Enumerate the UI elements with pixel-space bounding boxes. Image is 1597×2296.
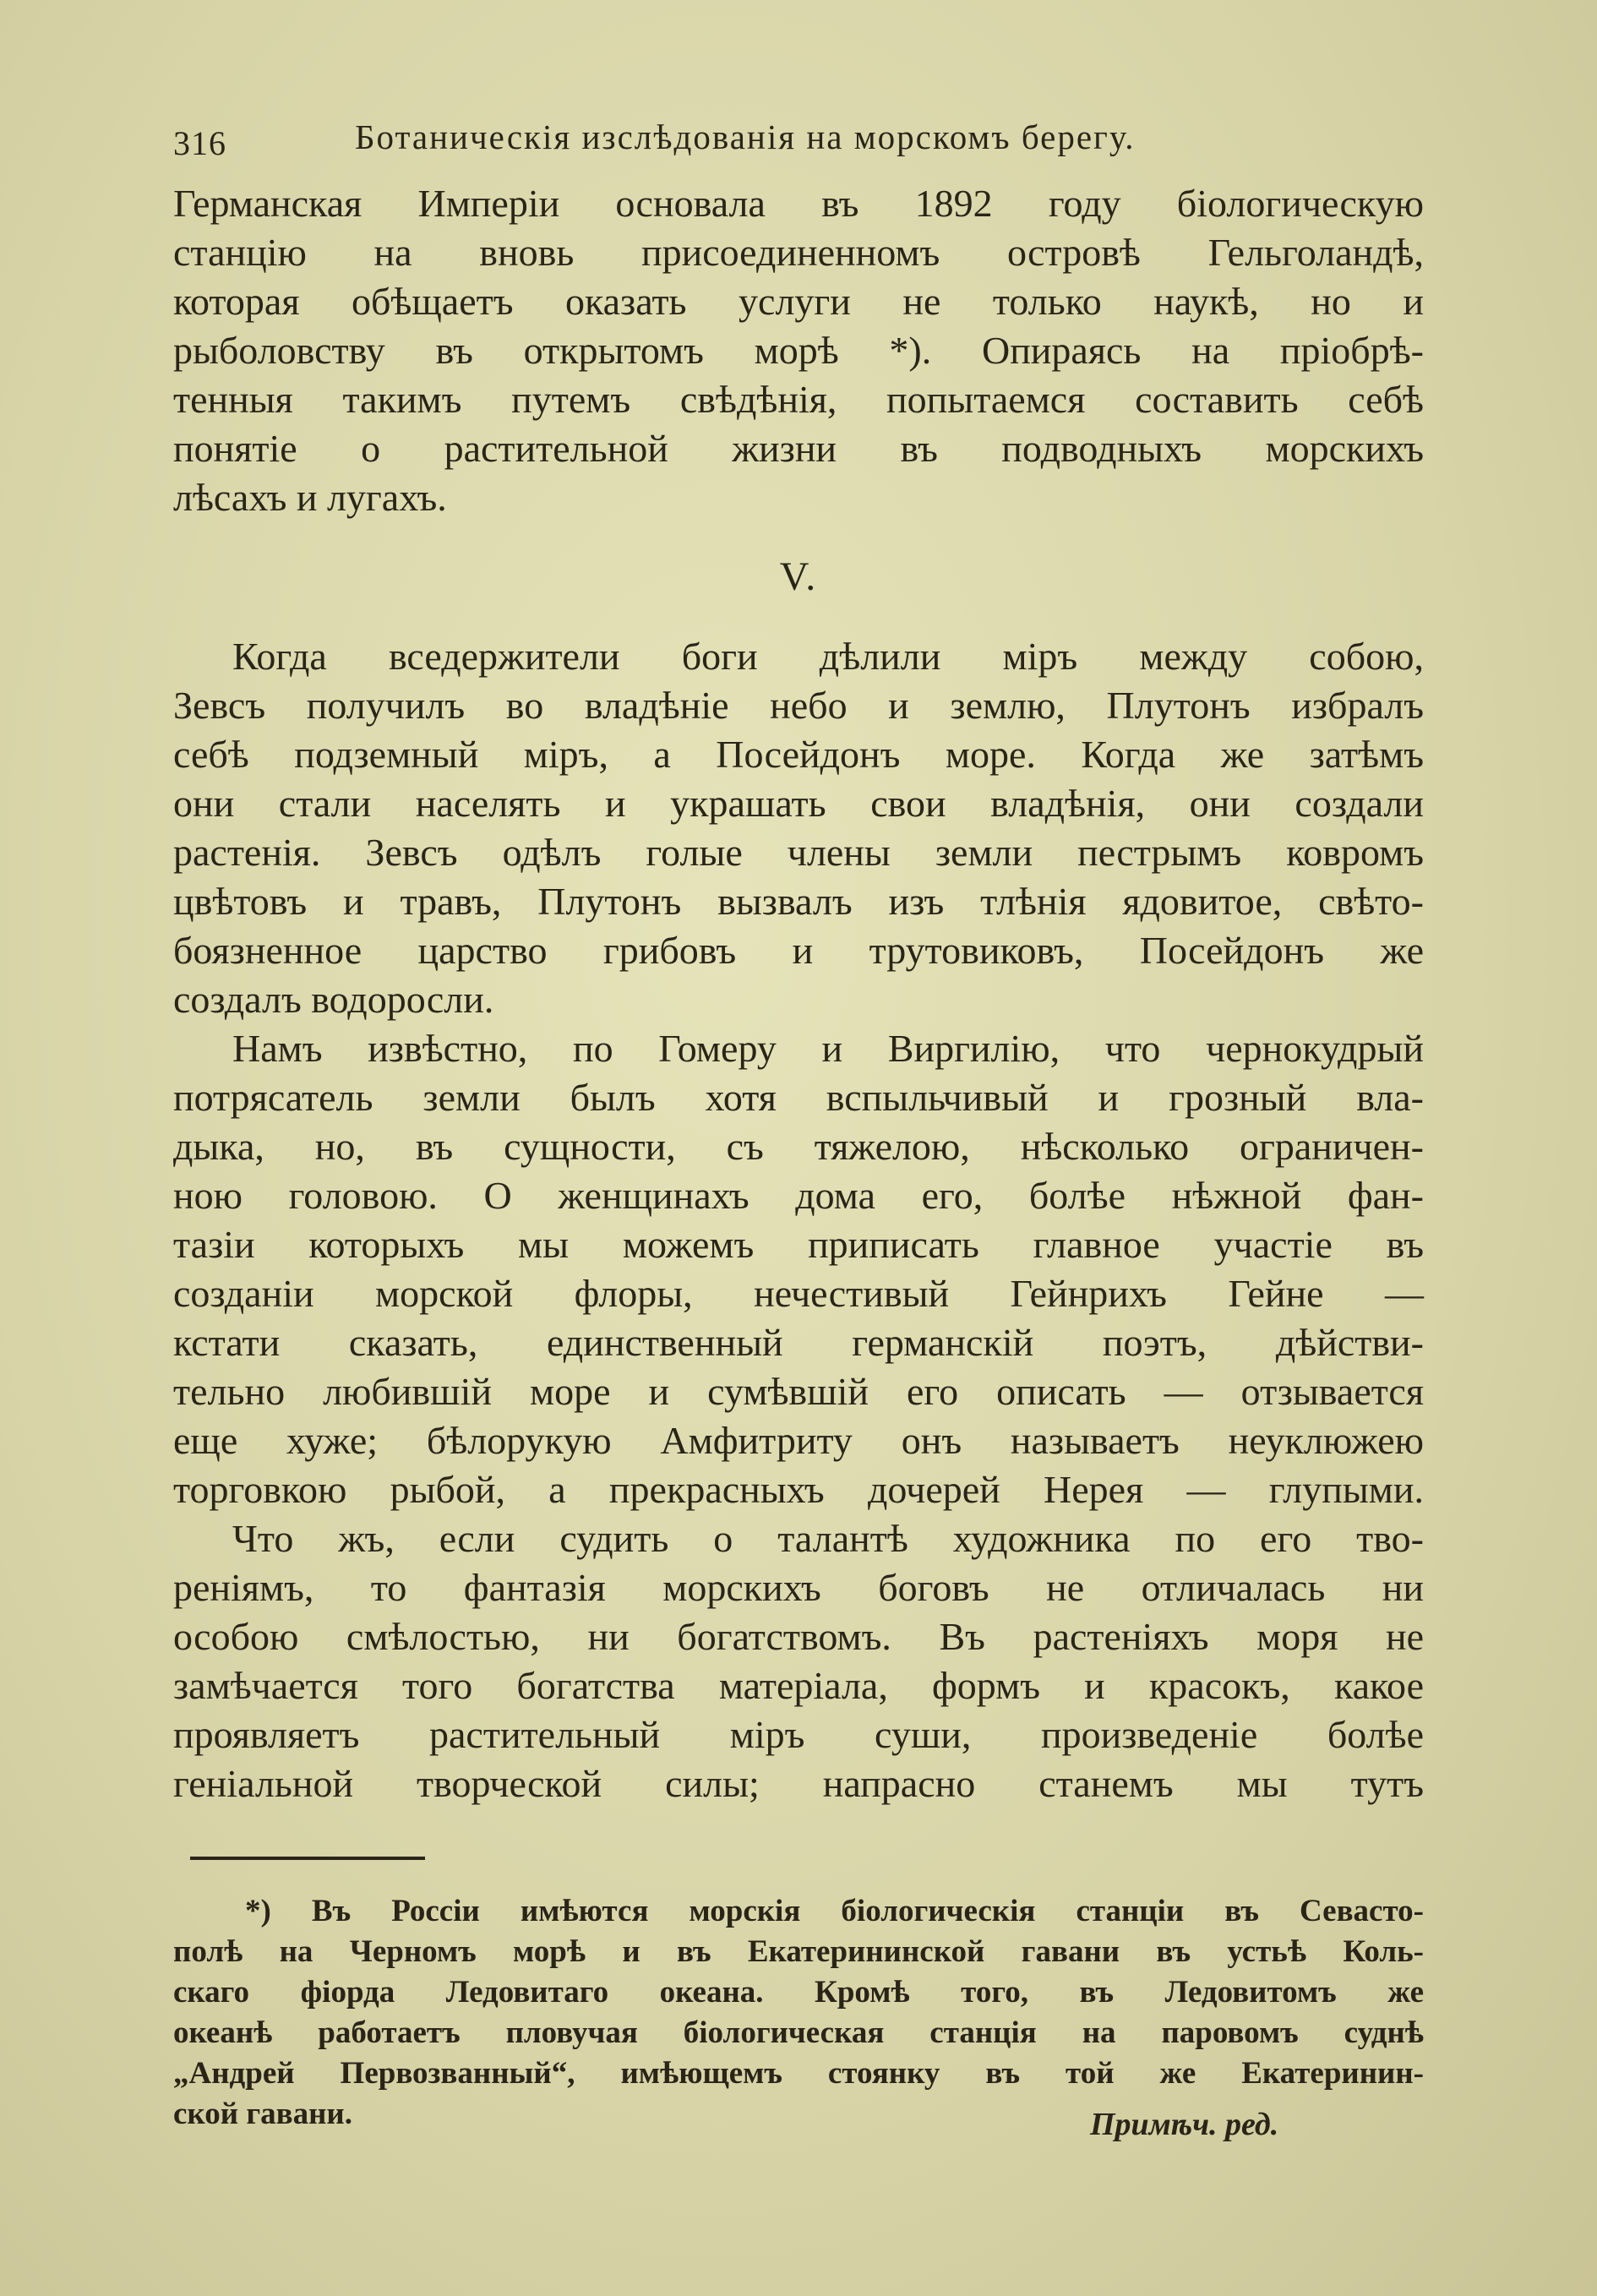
text-line: еще хуже; бѣлорукую Амфитриту онъ называетъ неуклюжею [173, 1419, 1424, 1462]
text-line: особою смѣлостью, ни богатствомъ. Въ растеніяхъ моря не [173, 1615, 1424, 1658]
text-line: торговкою рыбой, а прекрасныхъ дочерей Нерея — глупыми. [173, 1468, 1424, 1511]
text-line: боязненное царство грибовъ и трутовиковъ, Посейдонъ же [173, 929, 1424, 972]
text-line: себѣ подземный міръ, а Посейдонъ море. Когда же затѣмъ [173, 733, 1424, 776]
text-line: потрясатель земли былъ хотя вспыльчивый и грозный вла- [173, 1076, 1424, 1119]
text-line: станцію на вновь присоединенномъ островѣ Гельголандѣ, [173, 231, 1424, 274]
text-line: рыболовству въ открытомъ морѣ *). Опираясь на пріобрѣ- [173, 329, 1424, 372]
text-line: созданіи морской флоры, нечестивый Гейнрихъ Гейне — [173, 1272, 1424, 1315]
footnote-line: скаго фіорда Ледовитаго океана. Кромѣ того, въ Ледовитомъ же [173, 1975, 1424, 2010]
text-line: Зевсъ получилъ во владѣніе небо и землю, Плутонъ избралъ [173, 684, 1424, 727]
text-line: тенныя такимъ путемъ свѣдѣнія, попытаемся составить себѣ [173, 378, 1424, 421]
section-body [173, 632, 1424, 1808]
text-line: реніямъ, то фантазія морскихъ боговъ не отличалась ни [173, 1566, 1424, 1609]
text-line: растенія. Зевсъ одѣлъ голые члены земли пестрымъ ковромъ [173, 831, 1424, 874]
text-line: замѣчается того богатства матеріала, формъ и красокъ, какое [173, 1664, 1424, 1707]
text-line: Намъ извѣстно, по Гомеру и Виргилію, что чернокудрый [232, 1027, 1424, 1070]
text-line: понятіе о растительной жизни въ подводныхъ морскихъ [173, 427, 1424, 470]
text-line: Когда вседержители боги дѣлили міръ между собою, [232, 635, 1424, 678]
text-line: проявляетъ растительный міръ суши, произведеніе болѣе [173, 1713, 1424, 1756]
footnote-line: полѣ на Черномъ морѣ и въ Екатерининской гавани въ устьѣ Коль- [173, 1934, 1424, 1969]
footnote-line: „Андрей Первозванный“, имѣющемъ стоянку въ той же Екатеринин- [173, 2056, 1424, 2091]
text-line: геніальной творческой силы; напрасно станемъ мы тутъ [173, 1762, 1424, 1805]
text-line: тазіи которыхъ мы можемъ приписать главное участіе въ [173, 1223, 1424, 1266]
text-line: создалъ водоросли. [173, 978, 494, 1021]
running-title: Ботаническія изслѣдованія на морскомъ берегу. [355, 117, 1136, 156]
footnote-line: *) Въ Россіи имѣются морскія біологическія станціи въ Севасто- [245, 1894, 1424, 1928]
footnote-line: океанѣ работаетъ пловучая біологическая станція на паровомъ суднѣ [173, 2015, 1424, 2050]
text-line: лѣсахъ и лугахъ. [173, 476, 447, 519]
text-line: кстати сказать, единственный германскій поэтъ, дѣйстви- [173, 1321, 1424, 1364]
page-number: 316 [173, 124, 226, 162]
text-line: Что жъ, если судить о талантѣ художника по его тво- [232, 1517, 1424, 1560]
footnote-line: ской гавани. [173, 2097, 352, 2131]
footnote-divider [190, 1857, 425, 1860]
running-header [173, 117, 1229, 167]
text-line: которая обѣщаетъ оказать услуги не только наукѣ, но и [173, 280, 1424, 323]
editor-note-signature: Примѣч. ред. [1090, 2107, 1279, 2142]
text-line: тельно любившій море и сумѣвшій его описать — отзывается [173, 1370, 1424, 1413]
intro-paragraph [173, 179, 1424, 522]
text-line: Германская Имперіи основала въ 1892 году біологическую [173, 182, 1424, 225]
text-line: они стали населять и украшать свои владѣнія, они создали [173, 782, 1424, 825]
text-line: ною головою. О женщинахъ дома его, болѣе нѣжной фан- [173, 1174, 1424, 1217]
section-heading: V. [779, 554, 818, 599]
text-line: цвѣтовъ и травъ, Плутонъ вызвалъ изъ тлѣнія ядовитое, свѣто- [173, 880, 1424, 923]
text-line: дыка, но, въ сущности, съ тяжелою, нѣсколько ограничен- [173, 1125, 1424, 1168]
footnote [173, 1891, 1424, 2135]
